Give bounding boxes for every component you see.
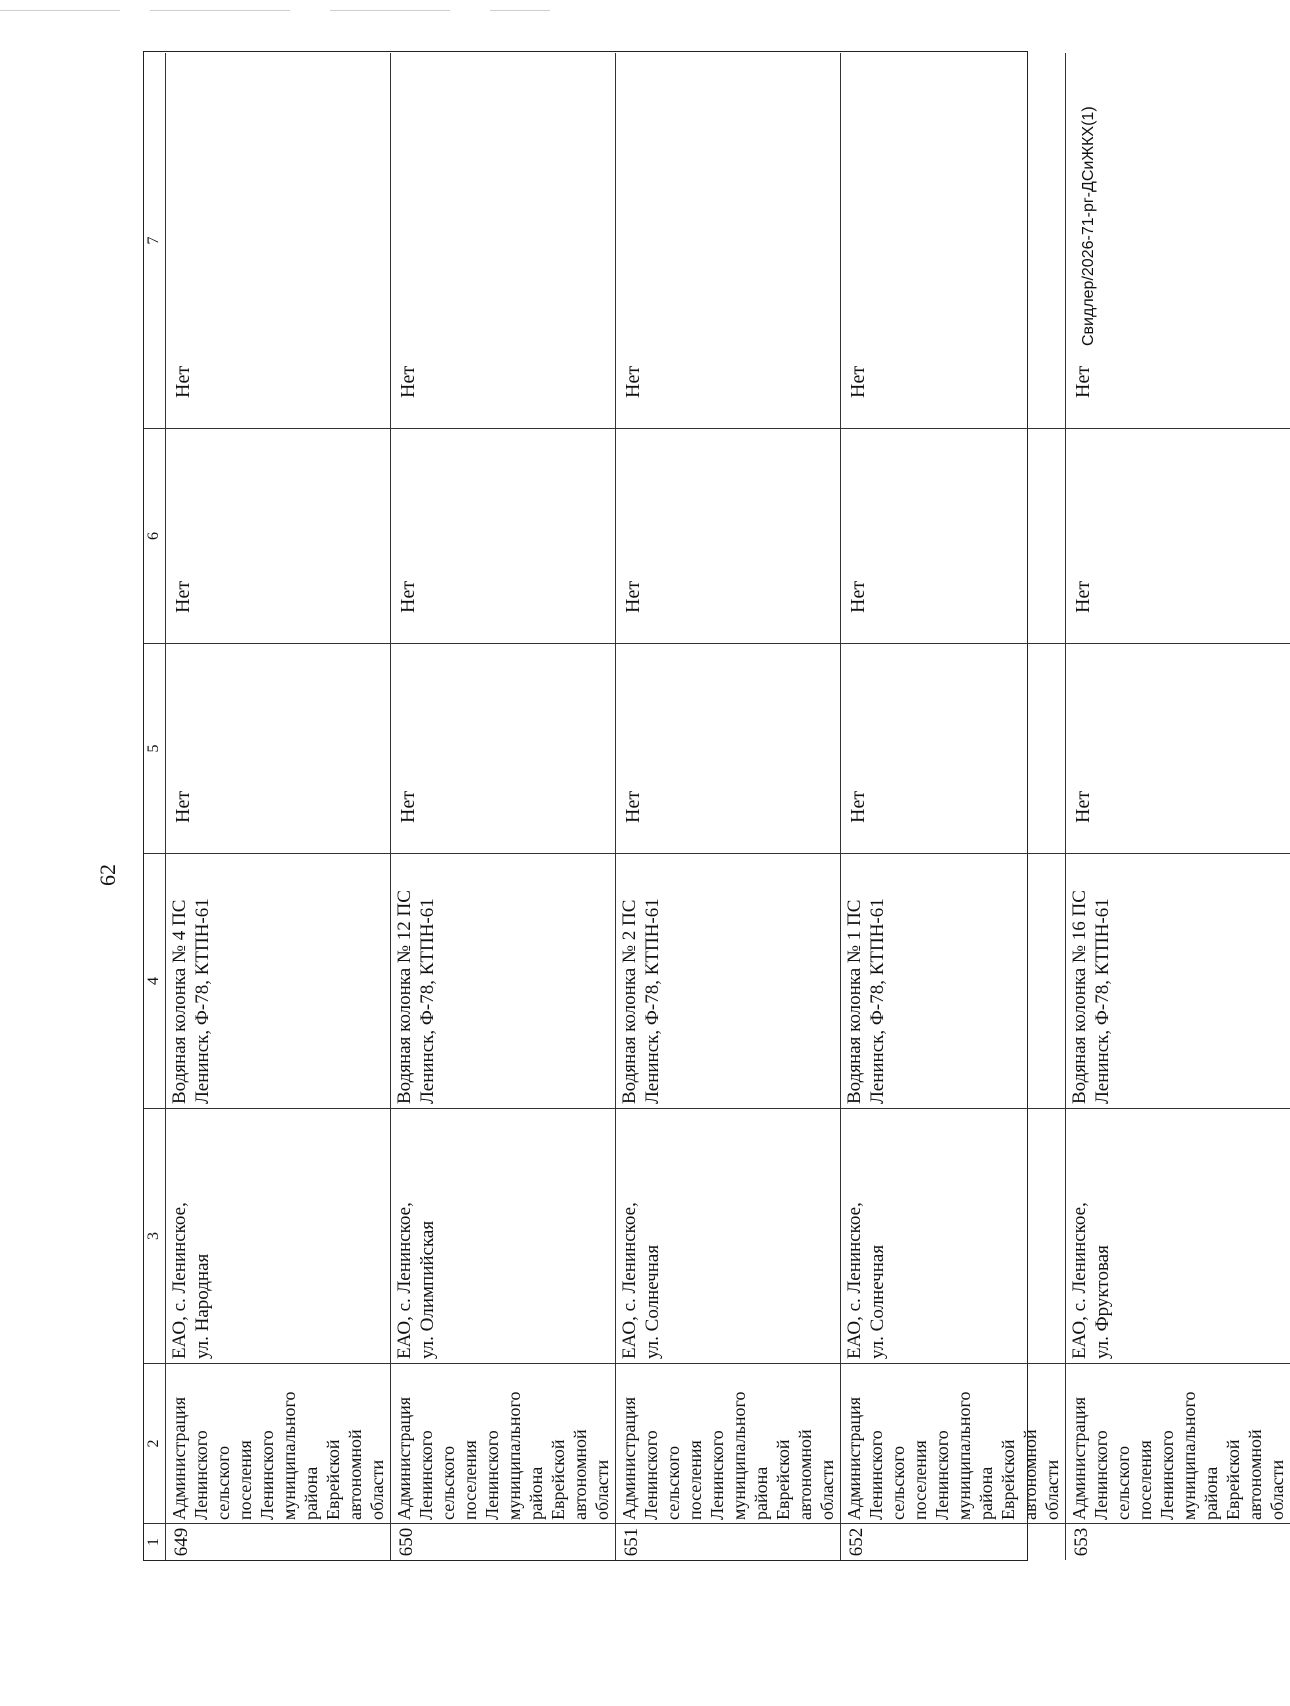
address-cell: ЕАО, с. Ленинское, ул. Солнечная (616, 1108, 841, 1363)
column-header: 3 (144, 1108, 166, 1363)
flag-cell: Нет (391, 643, 616, 853)
object-cell: Водяная колонка № 4 ПС Ленинск, Ф-78, КТПН-61 (166, 853, 391, 1108)
flag-cell: Нет (166, 53, 391, 428)
flag-cell: Нет (841, 53, 1066, 428)
row-number: 653 (1066, 1523, 1290, 1560)
column-header: 4 (144, 853, 166, 1108)
organization-cell: Администрация Ленинского сельского поселения Ленинского муниципального района Еврейской автономной области (1066, 1363, 1290, 1523)
organization-cell: Администрация Ленинского сельского поселения Ленинского муниципального района Еврейской автономной области (391, 1363, 616, 1523)
organization-cell: Администрация Ленинского сельского поселения Ленинского муниципального района Еврейской автономной области (841, 1363, 1066, 1523)
object-cell: Водяная колонка № 1 ПС Ленинск, Ф-78, КТПН-61 (841, 853, 1066, 1108)
row-number: 650 (391, 1523, 616, 1560)
address-cell: ЕАО, с. Ленинское, ул. Народная (166, 1108, 391, 1363)
object-cell: Водяная колонка № 2 ПС Ленинск, Ф-78, КТПН-61 (616, 853, 841, 1108)
page-number: 62 (95, 864, 120, 886)
flag-cell: Нет (391, 428, 616, 643)
row-number: 651 (616, 1523, 841, 1560)
flag-cell: Нет (1066, 428, 1290, 643)
document-reference: Свидлер/2026-71-рг-ДСиЖКХ(1) (1080, 106, 1097, 346)
flag-cell: Нет (166, 643, 391, 853)
flag-cell: Нет (1072, 365, 1094, 398)
column-header: 2 (144, 1363, 166, 1523)
column-header: 6 (144, 428, 166, 643)
object-cell: Водяная колонка № 16 ПС Ленинск, Ф-78, КТПН-61 (1066, 853, 1290, 1108)
flag-cell: Нет (841, 643, 1066, 853)
address-cell: ЕАО, с. Ленинское, ул. Олимпийская (391, 1108, 616, 1363)
flag-cell: Нет (616, 643, 841, 853)
flag-cell: Нет (1066, 643, 1290, 853)
flag-cell: Нет (616, 428, 841, 643)
address-cell: ЕАО, с. Ленинское, ул. Фруктовая (1066, 1108, 1290, 1363)
organization-cell: Администрация Ленинского сельского поселения Ленинского муниципального района Еврейской автономной области (166, 1363, 391, 1523)
flag-cell: Нет (166, 428, 391, 643)
row-number: 652 (841, 1523, 1066, 1560)
row-number: 649 (166, 1523, 391, 1560)
column-header: 5 (144, 643, 166, 853)
organization-cell: Администрация Ленинского сельского поселения Ленинского муниципального района Еврейской автономной области (616, 1363, 841, 1523)
flag-cell: Нет (841, 428, 1066, 643)
address-cell: ЕАО, с. Ленинское, ул. Солнечная (841, 1108, 1066, 1363)
flag-cell: Нет (391, 53, 616, 428)
column-header: 7 (144, 53, 166, 428)
object-cell: Водяная колонка № 12 ПС Ленинск, Ф-78, КТПН-61 (391, 853, 616, 1108)
column-header: 1 (144, 1523, 166, 1560)
flag-cell: Нет (616, 53, 841, 428)
